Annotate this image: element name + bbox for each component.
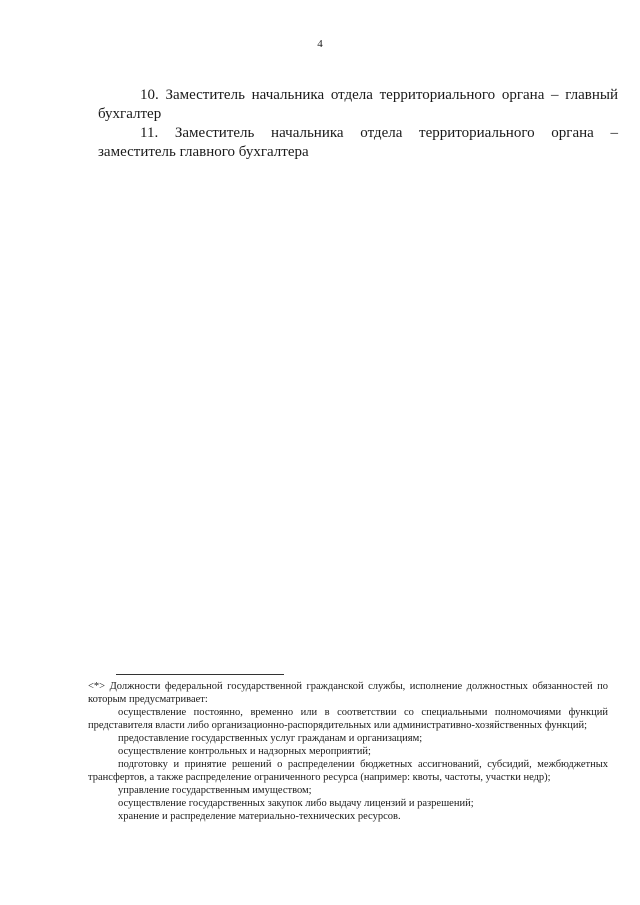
position-item	[98, 124, 618, 162]
footnote-item: управление государственным имуществом;	[118, 785, 312, 796]
position-item	[98, 86, 618, 124]
page-number: 4	[317, 38, 323, 50]
positions-list	[98, 86, 618, 162]
footnote-separator	[116, 674, 284, 675]
footnote	[88, 680, 608, 823]
position-line-continuation: заместитель главного бухгалтера	[98, 144, 309, 160]
position-line: 11. Заместитель начальника отдела территориального органа –	[140, 125, 618, 141]
footnote-item: предоставление государственных услуг гражданам и организациям;	[118, 733, 423, 744]
footnote-item: осуществление контрольных и надзорных мероприятий;	[118, 746, 371, 757]
footnote-item: осуществление государственных закупок либо выдачу лицензий и разрешений;	[118, 798, 474, 809]
footnote-intro: <*> Должности федеральной государственной гражданской службы, исполнение должностных обязанностей по которым предусматривает:	[88, 681, 608, 705]
position-line-continuation: бухгалтер	[98, 106, 162, 122]
footnote-item: подготовку и принятие решений о распределении бюджетных ассигнований, субсидий, межбюджетных трансфертов, а также распределение ограниченного ресурса (например: квоты, частоты, участки недр);	[88, 759, 608, 783]
position-line: 10. Заместитель начальника отдела территориального органа – главный	[140, 87, 618, 103]
footnote-item: осуществление постоянно, временно или в соответствии со специальными полномочиями функций представителя власти либо организационно-распорядительных или административно-хозяйственных функций;	[88, 707, 608, 731]
footnote-item: хранение и распределение материально-технических ресурсов.	[118, 811, 401, 822]
